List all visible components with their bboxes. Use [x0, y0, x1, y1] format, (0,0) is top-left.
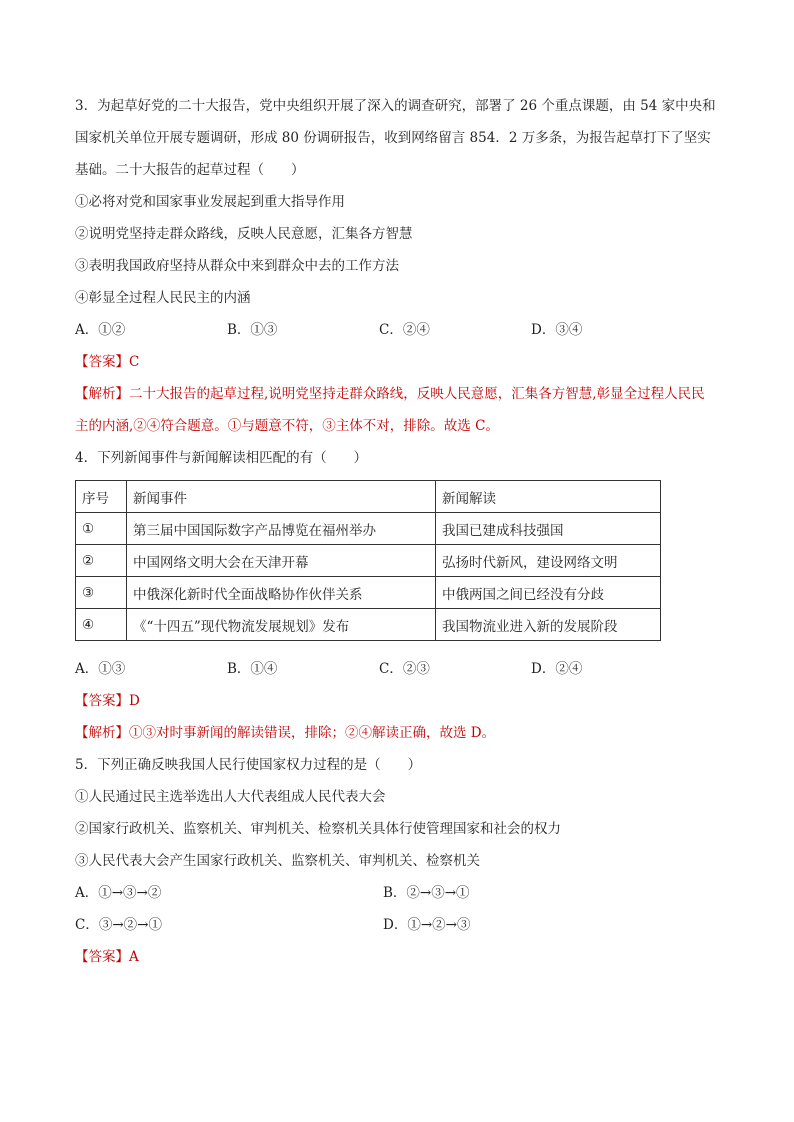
q3-stem-line-3: 基础。二十大报告的起草过程（ ）	[75, 162, 305, 178]
q3-statement-4: ④彰显全过程人民民主的内涵	[75, 290, 251, 306]
q5-option-c: C．③→②→①	[75, 917, 162, 933]
document-content	[75, 90, 725, 973]
table-cell: 我国物流业进入新的发展阶段	[436, 609, 661, 641]
q4-news-table	[75, 480, 661, 641]
table-cell: ①	[76, 513, 127, 545]
table-cell: 中俄深化新时代全面战略协作伙伴关系	[127, 577, 436, 609]
q5-statement-2: ②国家行政机关、监察机关、审判机关、检察机关具体行使管理国家和社会的权力	[75, 821, 561, 837]
q5-options-row-2	[75, 909, 725, 941]
q4-option-a: A．①③	[75, 661, 126, 677]
q3-answer-value: C	[129, 354, 140, 370]
q3-answer	[75, 346, 725, 378]
table-row	[76, 609, 661, 641]
q4-answer-value: D	[129, 693, 140, 709]
q3-analysis-line-2: 主的内涵,②④符合题意。①与题意不符，③主体不对，排除。故选 C。	[75, 418, 499, 434]
table-header-cell: 新闻事件	[127, 481, 436, 513]
q3-stem-line-2: 国家机关单位开展专题调研，形成 80 份调研报告，收到网络留言 854．2 万多条，为报告起草打下了坚实	[75, 130, 711, 146]
q3-analysis-label: 【解析】	[75, 386, 129, 402]
q5-statement-1: ①人民通过民主选举选出人大代表组成人民代表大会	[75, 789, 386, 805]
table-cell: 中国网络文明大会在天津开幕	[127, 545, 436, 577]
table-cell: ③	[76, 577, 127, 609]
q4-answer-label: 【答案】	[75, 693, 129, 709]
question-4	[75, 442, 725, 749]
q4-option-c: C．②③	[379, 661, 430, 677]
q4-analysis-label: 【解析】	[75, 725, 129, 741]
table-cell: 弘扬时代新风，建设网络文明	[436, 545, 661, 577]
question-5	[75, 749, 725, 973]
q3-option-b: B．①③	[227, 322, 278, 338]
q5-answer-label: 【答案】	[75, 949, 129, 965]
q3-answer-label: 【答案】	[75, 354, 129, 370]
q5-answer	[75, 941, 725, 973]
table-cell: ④	[76, 609, 127, 641]
table-cell: ②	[76, 545, 127, 577]
q3-analysis-text-1: 二十大报告的起草过程,说明党坚持走群众路线，反映人民意愿，汇集各方智慧,彰显全过程人民民	[129, 386, 705, 402]
q5-stem: 5．下列正确反映我国人民行使国家权力过程的是（ ）	[75, 757, 422, 773]
table-row	[76, 545, 661, 577]
q5-statement-3: ③人民代表大会产生国家行政机关、监察机关、审判机关、检察机关	[75, 853, 480, 869]
q3-option-a: A．①②	[75, 322, 126, 338]
q3-stem-line-1: 3．为起草好党的二十大报告，党中央组织开展了深入的调查研究，部署了 26 个重点课题，由 54 家中央和	[75, 98, 716, 114]
q5-options-row-1	[75, 877, 725, 909]
table-header-row	[76, 481, 661, 513]
q3-statement-1: ①必将对党和国家事业发展起到重大指导作用	[75, 194, 345, 210]
q4-option-d: D．②④	[531, 661, 583, 677]
table-header-cell: 新闻解读	[436, 481, 661, 513]
q4-options	[75, 653, 725, 685]
q4-analysis	[75, 717, 725, 749]
table-cell: 《“十四五”现代物流发展规划》发布	[127, 609, 436, 641]
q4-stem: 4．下列新闻事件与新闻解读相匹配的有（ ）	[75, 450, 368, 466]
q4-option-b: B．①④	[227, 661, 278, 677]
q4-analysis-text: ①③对时事新闻的解读错误，排除；②④解读正确，故选 D。	[129, 725, 496, 741]
table-row	[76, 577, 661, 609]
q5-option-a: A．①→③→②	[75, 885, 162, 901]
q3-statement-3: ③表明我国政府坚持从群众中来到群众中去的工作方法	[75, 258, 399, 274]
q5-answer-value: A	[129, 949, 139, 965]
table-header-cell: 序号	[76, 481, 127, 513]
q3-analysis-line-1	[75, 378, 725, 410]
table-cell: 我国已建成科技强国	[436, 513, 661, 545]
q3-statement-2: ②说明党坚持走群众路线，反映人民意愿，汇集各方智慧	[75, 226, 413, 242]
table-cell: 第三届中国国际数字产品博览在福州举办	[127, 513, 436, 545]
q5-option-d: D．①→②→③	[383, 917, 471, 933]
question-3	[75, 90, 725, 442]
q4-answer	[75, 685, 725, 717]
q3-option-c: C．②④	[379, 322, 430, 338]
q3-options	[75, 314, 725, 346]
q5-option-b: B．②→③→①	[383, 885, 470, 901]
table-cell: 中俄两国之间已经没有分歧	[436, 577, 661, 609]
table-row	[76, 513, 661, 545]
q3-option-d: D．③④	[531, 322, 583, 338]
